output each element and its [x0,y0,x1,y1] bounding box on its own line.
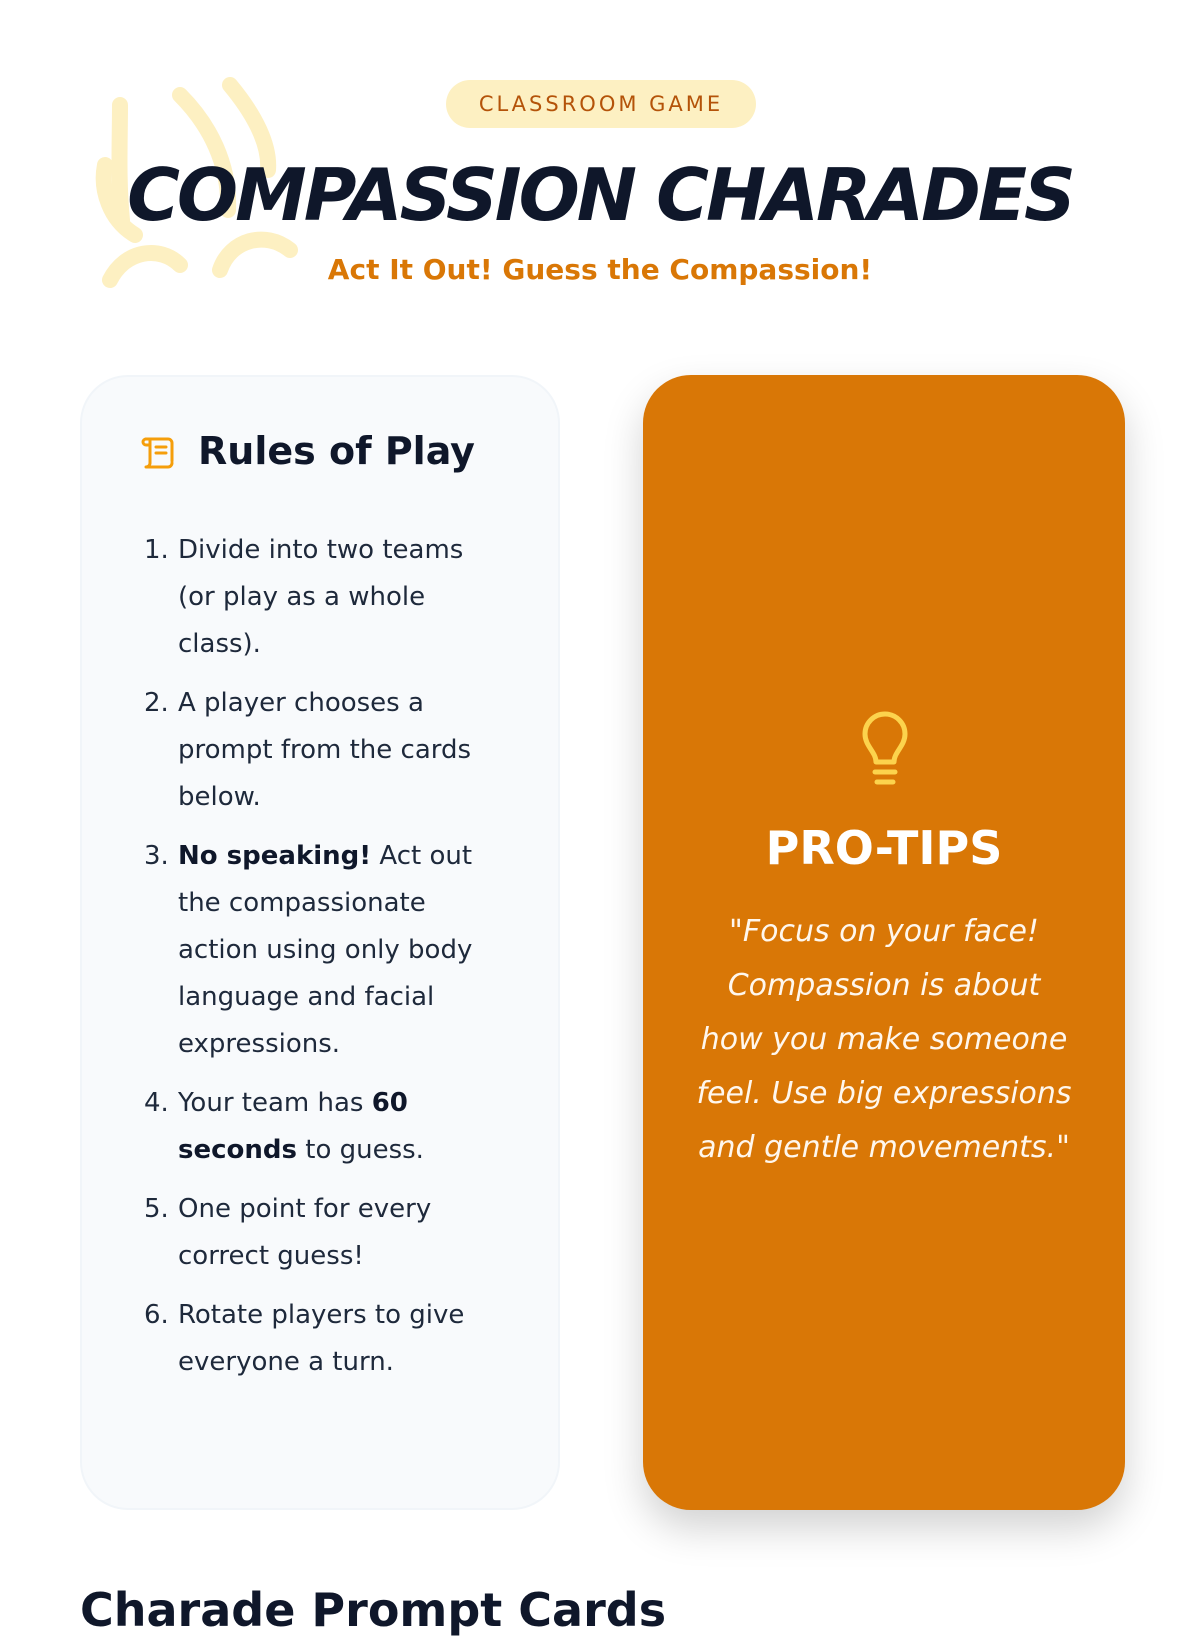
rule-text [178,1186,504,1280]
rule-text [178,680,504,821]
rule-text [178,527,504,668]
rule-text [178,1292,504,1386]
rule-item [144,833,504,1068]
rule-number: 2. [144,688,169,718]
pro-tips-quote: "Focus on your face! Compassion is about how you make someone feel. Use big expressions and gentle movements." [696,914,1072,1165]
rule-text-run: A player chooses a prompt from the cards below. [178,688,472,812]
rule-number: 5. [144,1194,169,1224]
rule-number: 3. [144,841,169,871]
rules-header [138,429,475,473]
rule-item [144,1292,504,1386]
rule-text-run: to guess. [296,1135,424,1165]
rules-card [80,375,560,1510]
rule-text-run: Rotate players to give everyone a turn. [178,1300,465,1377]
rule-number: 4. [144,1088,169,1118]
pro-tips-card [643,375,1125,1510]
lightbulb-icon [859,712,911,792]
rule-item [144,527,504,668]
scroll-icon [138,431,178,471]
rule-text-run: Your team has [178,1088,372,1118]
rule-text-run: Divide into two teams (or play as a whole class). [178,535,464,659]
rules-title: Rules of Play [198,429,475,473]
rule-emphasis: 60 seconds [178,1088,408,1165]
rule-text [178,1080,504,1174]
category-badge: CLASSROOM GAME [446,80,756,128]
rule-number: 6. [144,1300,169,1330]
section-heading: Charade Prompt Cards [80,1583,667,1637]
rules-list [144,527,504,1398]
page-subtitle: Act It Out! Guess the Compassion! [327,253,873,286]
rule-item [144,1080,504,1174]
rule-item [144,1186,504,1280]
rule-number: 1. [144,535,169,565]
rule-emphasis: No speaking! [178,841,372,871]
rule-text-run: Act out the compassionate action using only body language and facial expressions. [178,841,473,1059]
pro-tips-title: PRO-TIPS [765,821,1003,875]
page-title: COMPASSION CHARADES [127,153,1073,237]
rule-item [144,680,504,821]
rule-text-run: One point for every correct guess! [178,1194,432,1271]
rule-text [178,833,504,1068]
